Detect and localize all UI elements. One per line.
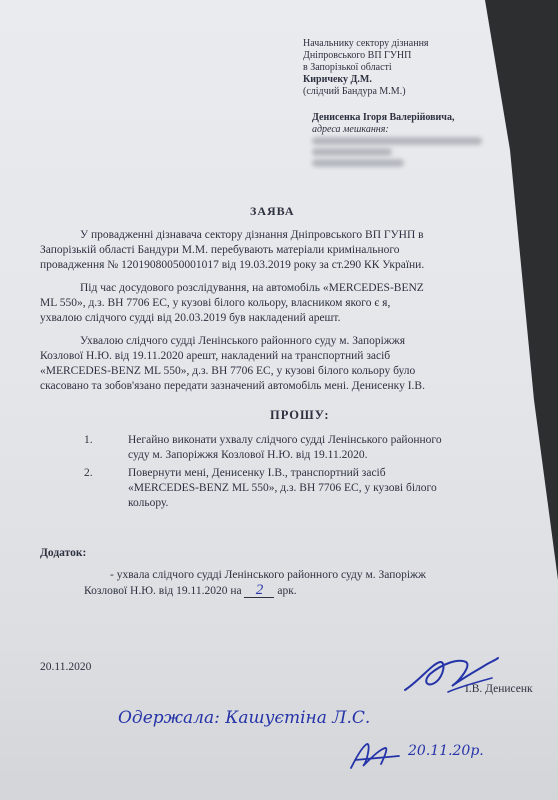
paragraph-1-line-1: У провадженні дізнавача сектору дізнання Дніпровського ВП ГУНП в xyxy=(80,229,424,241)
paragraph-2-line-3: ухвалою слідчого судді від 20.03.2019 був накладений арешт. xyxy=(40,312,341,324)
addressee-investigator: (слідчий Бандура М.М.) xyxy=(303,86,406,97)
pages-count-handwritten: 2 xyxy=(244,583,274,598)
addressee-name: Киричеку Д.М. xyxy=(303,74,372,85)
signer-name: І.В. Денисенк xyxy=(465,683,533,695)
attachment-line-2 xyxy=(84,583,297,598)
paragraph-1-line-2: Запорізькій області Бандури М.М. перебувають матеріали кримінального xyxy=(40,244,400,256)
request-1-line-2: суду м. Запоріжжя Козлової Н.Ю. від 19.11.2020. xyxy=(128,449,368,461)
applicant-signature xyxy=(400,652,500,697)
sender-name: Денисенка Ігоря Валерійовича, xyxy=(312,112,455,123)
addressee-line-3: в Запорізької області xyxy=(303,62,392,73)
request-2-line-1: Повернути мені, Денисенку І.В., транспортний засіб xyxy=(128,467,386,479)
paragraph-2-line-2: ML 550», д.з. ВН 7706 ЕС, у кузові білого кольору, власником якого є я, xyxy=(40,297,391,309)
request-1-number: 1. xyxy=(84,434,93,446)
request-2-number: 2. xyxy=(84,467,93,479)
document-date: 20.11.2020 xyxy=(40,661,92,673)
handwritten-received-note: Одержала: Кашуєтіна Л.С. xyxy=(118,708,371,728)
request-heading: ПРОШУ: xyxy=(270,408,330,422)
attachment-line-2-prefix: Козлової Н.Ю. від 19.11.2020 на xyxy=(84,585,242,597)
addressee-line-2: Дніпровського ВП ГУНП xyxy=(303,50,412,61)
redacted-phone xyxy=(312,159,404,167)
receiver-signature xyxy=(345,738,405,773)
paragraph-1-line-3: провадження № 12019080050001017 від 19.03.2019 року за ст.290 КК України. xyxy=(40,259,425,271)
paragraph-3-line-1: Ухвалою слідчого судді Ленінського районного суду м. Запоріжжя xyxy=(80,335,405,347)
addressee-line-1: Начальнику сектору дізнання xyxy=(303,38,429,49)
document-title: ЗАЯВА xyxy=(250,204,295,218)
paragraph-3-line-4: скасовано та зобов'язано передати зазначений автомобіль мені. Денисенку І.В. xyxy=(40,380,425,392)
attachment-line-1: - ухвала слідчого судді Ленінського районного суду м. Запоріжж xyxy=(110,569,426,581)
sender-address-label: адреса мешкання: xyxy=(312,124,389,135)
redacted-address-2 xyxy=(312,148,392,156)
paragraph-3-line-3: «MERCEDES-BENZ ML 550», д.з. ВН 7706 ЕС, у кузові білого кольору було xyxy=(40,365,416,377)
paragraph-3-line-2: Козлової Н.Ю. від 19.11.2020 арешт, накладений на транспортний засіб xyxy=(40,350,391,362)
request-1-line-1: Негайно виконати ухвалу слідчого судді Ленінського районного xyxy=(128,434,442,446)
redacted-address-1 xyxy=(312,137,482,145)
attachment-line-2-suffix: арк. xyxy=(277,585,297,597)
request-2-line-3: кольору. xyxy=(128,497,169,509)
attachment-label: Додаток: xyxy=(40,547,87,559)
handwritten-date: 20.11.20р. xyxy=(408,743,484,759)
request-2-line-2: «MERCEDES-BENZ ML 550», д.з. ВН 7706 ЕС, у кузові білого xyxy=(128,482,437,494)
paragraph-2-line-1: Під час досудового розслідування, на автомобіль «MERCEDES-BENZ xyxy=(80,282,424,294)
